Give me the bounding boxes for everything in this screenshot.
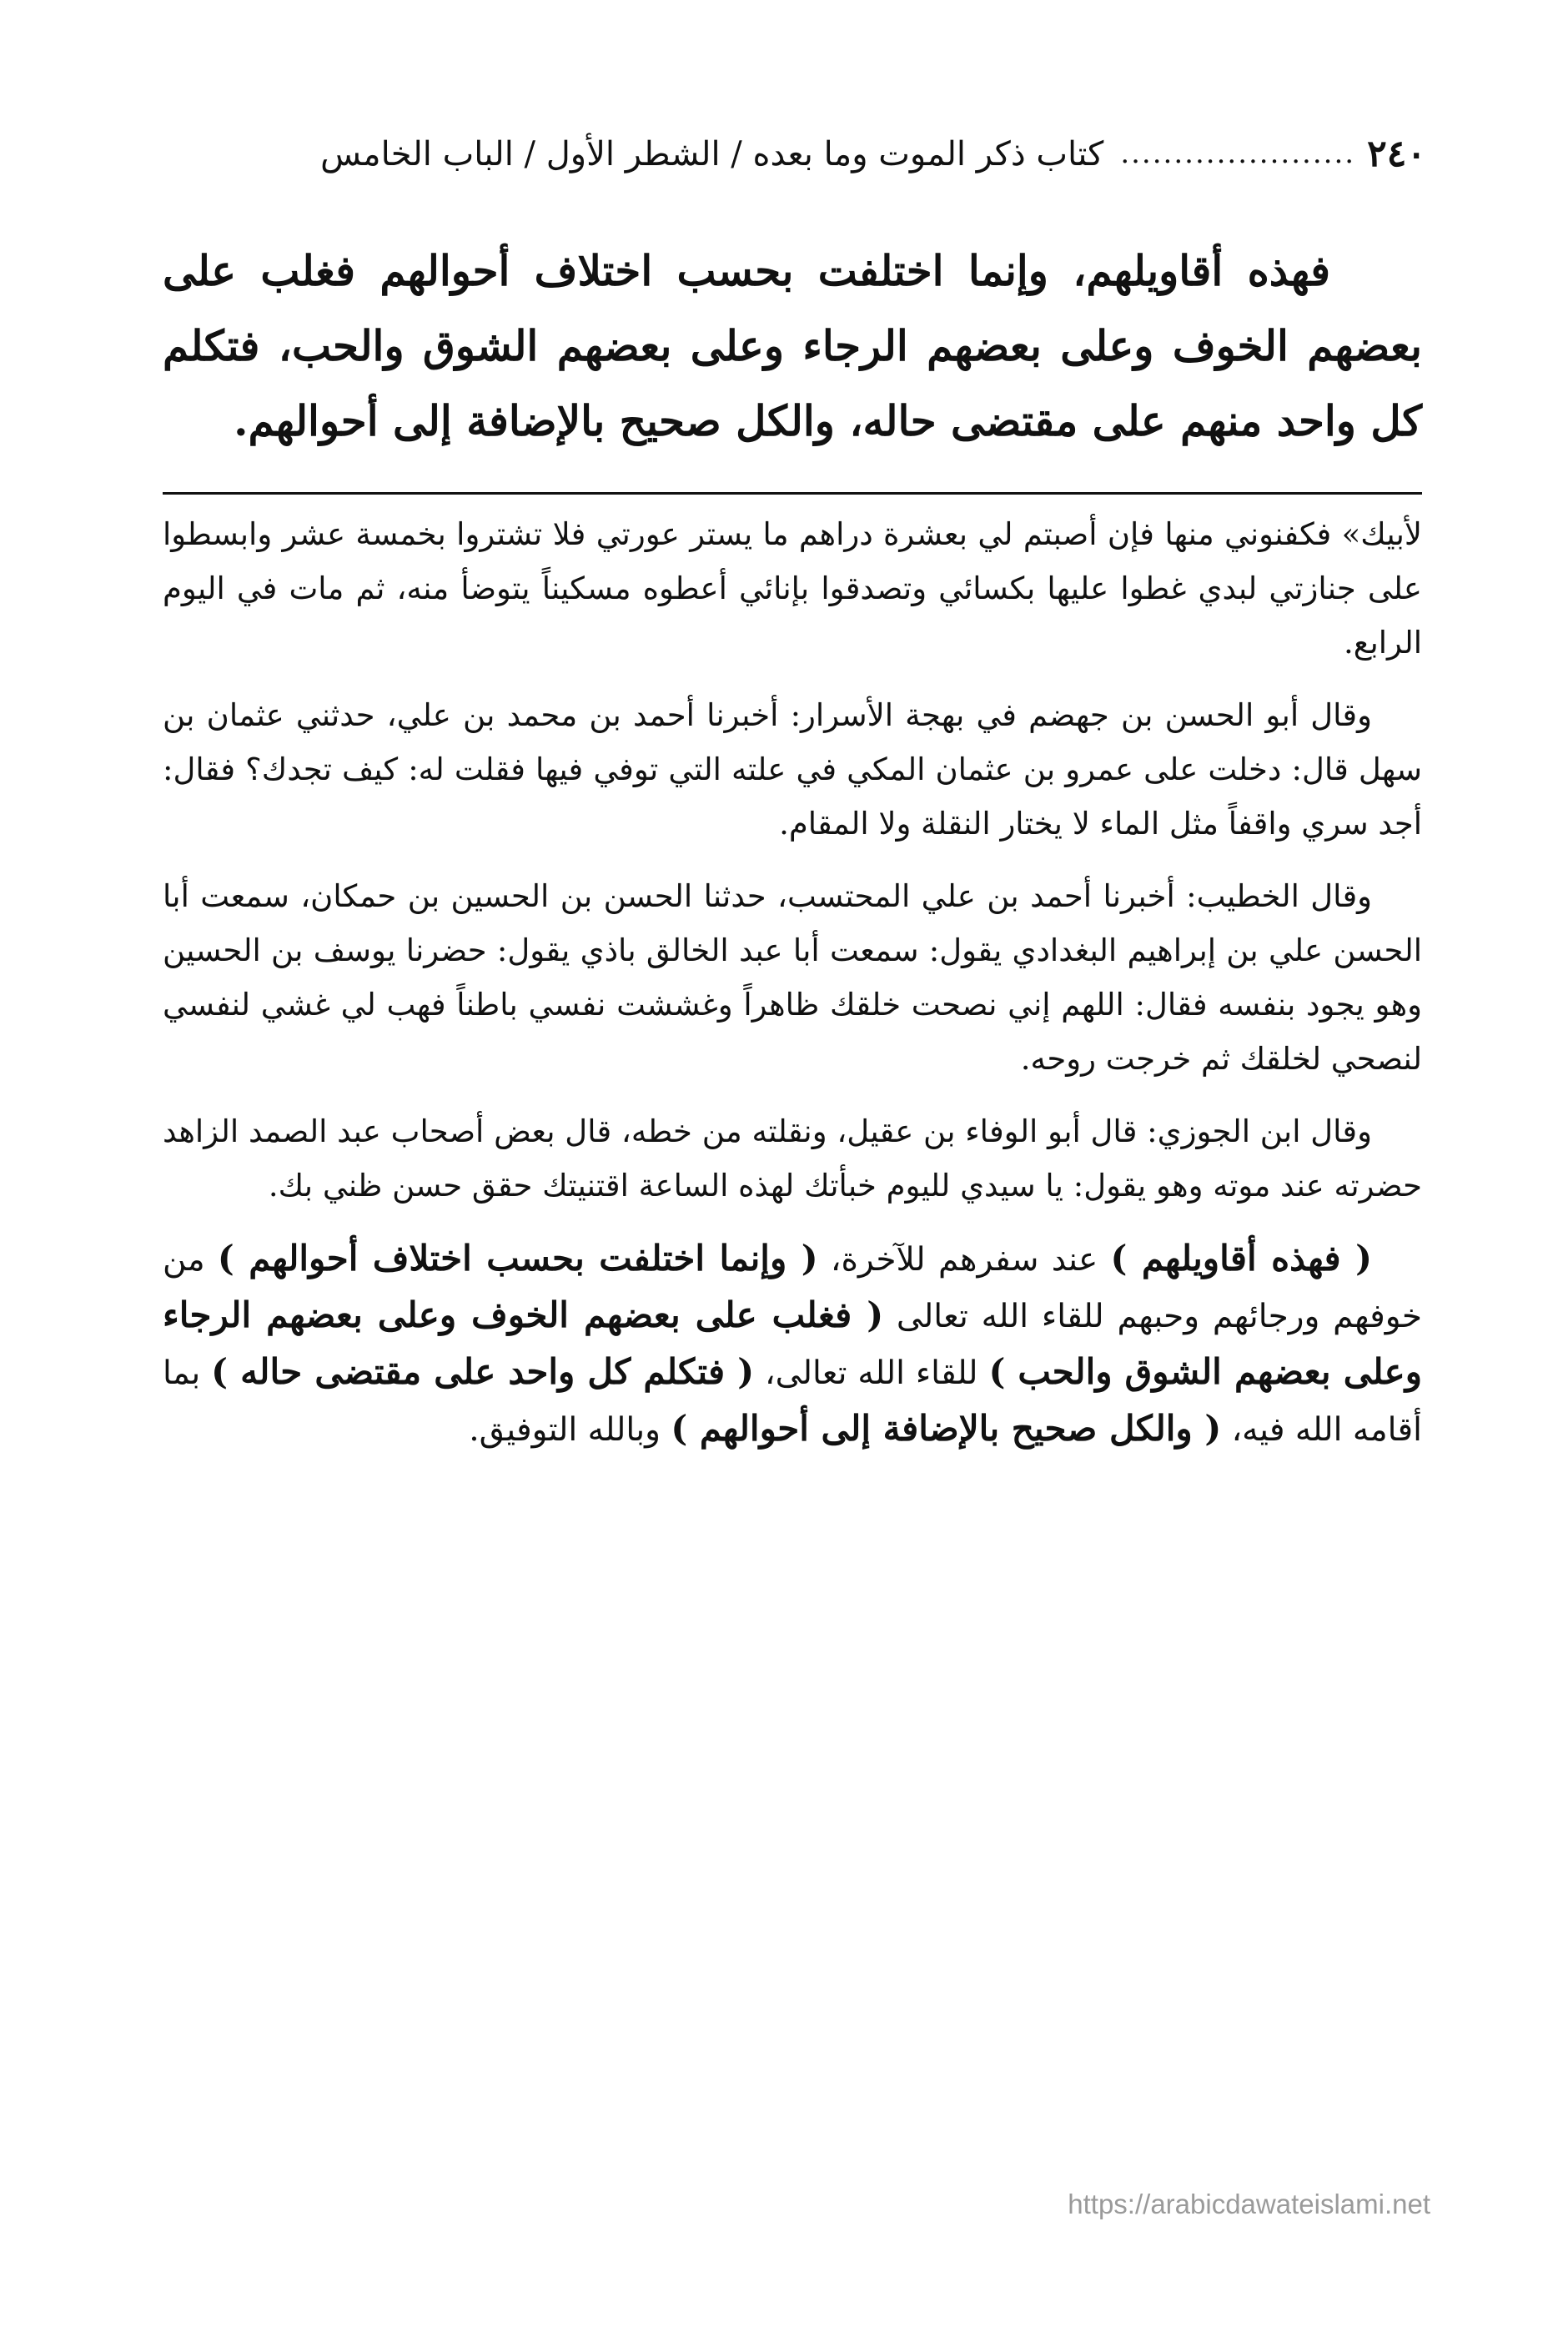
explanation-text: وبالله التوفيق. bbox=[469, 1411, 671, 1449]
quoted-phrase: ( وإنما اختلفت بحسب اختلاف أحوالهم ) bbox=[217, 1238, 818, 1279]
quoted-phrase: ( والكل صحيح بالإضافة إلى أحوالهم ) bbox=[671, 1408, 1222, 1449]
explanation-text: بما أقامه الله فيه، bbox=[163, 1354, 1422, 1449]
explanation-text: للقاء الله تعالى، bbox=[754, 1354, 989, 1392]
commentary-paragraph-2: وقال أبو الحسن بن جهضم في بهجة الأسرار: أخبرنا أحمد بن محمد بن علي، حدثني عثمان بن سهل قال: دخلت على عمرو بن عثمان المكي في علته التي توفي فيها فقلت له: كيف تجدك؟ فقال: أجد سري واقفاً مثل الماء لا يختار النقلة ولا المقام. bbox=[163, 697, 1422, 842]
quoted-phrase: ( فغلب على بعضهم الخوف وعلى بعضهم الرجاء وعلى بعضهم الشوق والحب ) bbox=[163, 1294, 1422, 1392]
text-separator-line bbox=[163, 492, 1422, 495]
commentary-paragraph-4: وقال ابن الجوزي: قال أبو الوفاء بن عقيل، ونقلته من خطه، قال بعض أصحاب عبد الصمد الزاهد حضرته عند موته وهو يقول: يا سيدي لليوم خبأتك لهذه الساعة اقتنيتك حقق حسن ظني بك. bbox=[163, 1113, 1422, 1204]
page-number: ٢٤٠ bbox=[1367, 132, 1426, 175]
commentary-closing-paragraph bbox=[163, 1231, 1422, 1458]
main-text-block bbox=[163, 234, 1422, 459]
explanation-text: عند سفرهم للآخرة، bbox=[817, 1241, 1111, 1279]
header-dot-leader: ...................... bbox=[1120, 137, 1356, 171]
running-title: كتاب ذكر الموت وما بعده / الشطر الأول / الباب الخامس bbox=[320, 135, 1104, 173]
main-text-paragraph: فهذه أقاويلهم، وإنما اختلفت بحسب اختلاف أحوالهم فغلب على بعضهم الخوف وعلى بعضهم الرجاء وعلى بعضهم الشوق والحب، فتكلم كل واحد منهم على مقتضى حاله، والكل صحيح بالإضافة إلى أحوالهم. bbox=[163, 246, 1422, 445]
commentary-paragraph-3: وقال الخطيب: أخبرنا أحمد بن علي المحتسب، حدثنا الحسن بن الحسين بن حمكان، سمعت أبا الحسن علي بن إبراهيم البغدادي يقول: سمعت أبا عبد الخالق باذي يقول: حضرنا يوسف بن الحسين وهو يجود بنفسه فقال: اللهم إني نصحت خلقك ظاهراً وغششت نفسي باطناً فهب لي غشي لنفسي لنصحي لخلقك ثم خرجت روحه. bbox=[163, 878, 1422, 1077]
commentary-block bbox=[163, 507, 1422, 1476]
quoted-phrase: ( فهذه أقاويلهم ) bbox=[1110, 1238, 1372, 1279]
explanation-text: من خوفهم ورجائهم وحبهم للقاء الله تعالى bbox=[163, 1241, 1422, 1335]
quoted-phrase: ( فتكلم كل واحد على مقتضى حاله ) bbox=[211, 1351, 755, 1392]
commentary-paragraph-1: لأبيك» فكفنوني منها فإن أصبتم لي بعشرة دراهم ما يستر عورتي فلا تشتروا بخمسة عشر وابسطوا على جنازتي لبدي غطوا عليها بكسائي وتصدقوا بإنائي أعطوه مسكيناً يتوضأ منه، ثم مات في اليوم الرابع. bbox=[163, 516, 1422, 661]
watermark-url: https://arabicdawateislami.net bbox=[1068, 2189, 1430, 2219]
page-header bbox=[158, 125, 1426, 183]
